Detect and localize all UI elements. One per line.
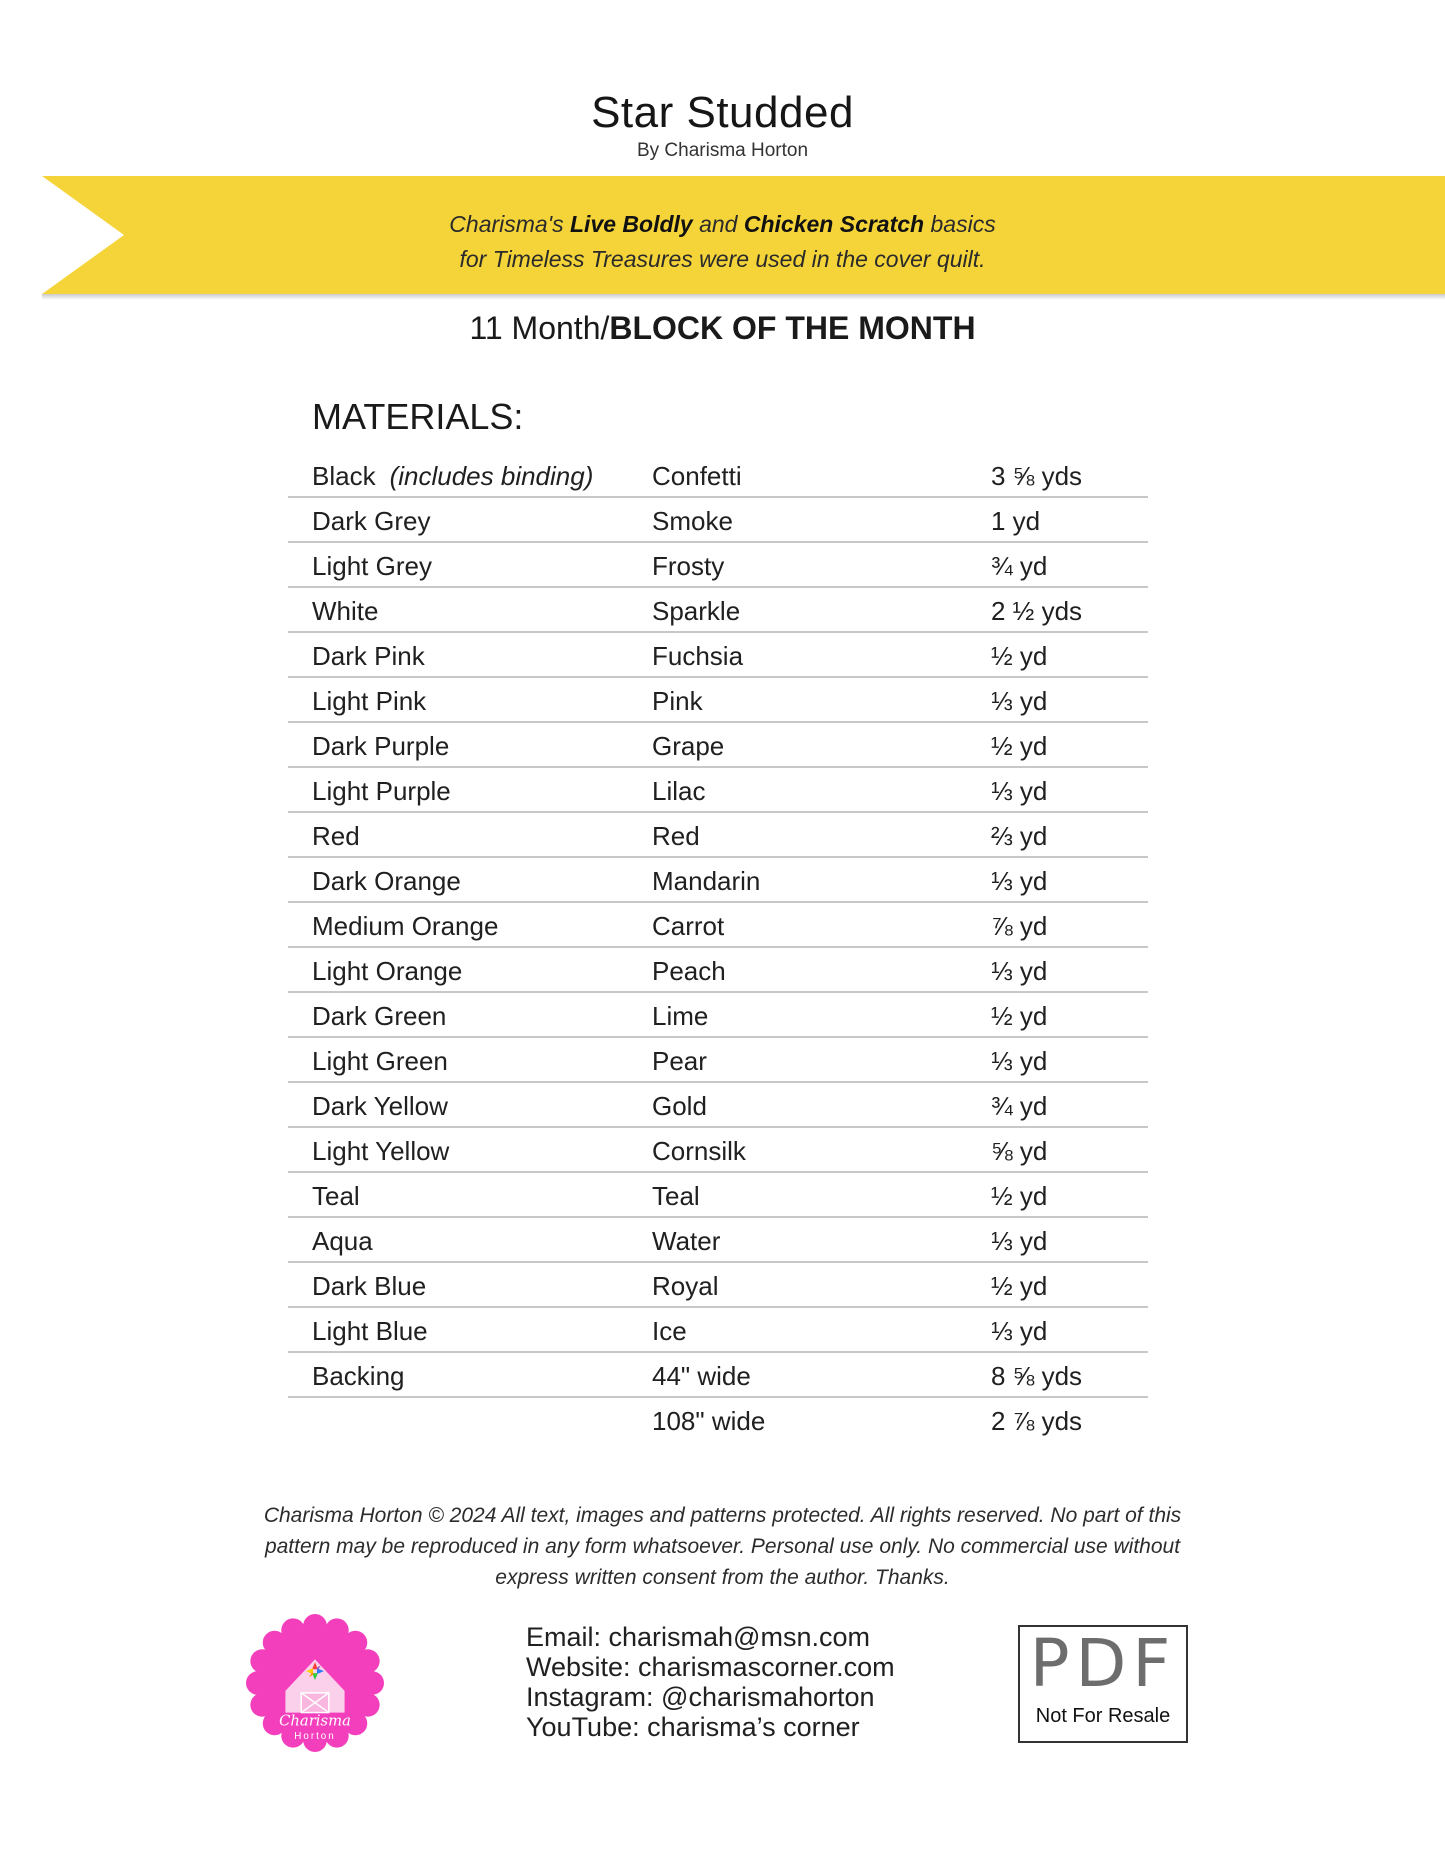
- yardage-amount: ½ yd: [991, 1001, 1048, 1031]
- yardage-amount: ⅓ yd: [991, 686, 1048, 716]
- color-name: Dark Green: [312, 1001, 447, 1031]
- contact-info: [526, 1622, 895, 1742]
- fabric-name: Mandarin: [652, 866, 761, 896]
- color-name: Dark Orange: [312, 866, 461, 896]
- yardage-amount: ⅓ yd: [991, 1316, 1048, 1346]
- first-color-cell: [312, 461, 593, 492]
- fabric-name: 44" wide: [652, 1361, 751, 1391]
- fabric-name: Lilac: [652, 776, 706, 806]
- color-name: Light Orange: [312, 956, 463, 986]
- fabric-name: Gold: [652, 1091, 707, 1121]
- table-row: [288, 903, 1148, 948]
- yardage-amount: 8 ⅝ yds: [991, 1361, 1083, 1391]
- fabric-name: Teal: [652, 1181, 700, 1211]
- banner-shadow: [42, 294, 1445, 300]
- banner-line-1: Charisma's Live Boldly and Chicken Scratch basics: [449, 211, 996, 237]
- table-row: [288, 543, 1148, 588]
- yardage-amount: 2 ½ yds: [991, 596, 1083, 626]
- table-row: [288, 1218, 1148, 1263]
- materials-heading: MATERIALS:: [312, 396, 524, 437]
- program-heading: 11 Month/BLOCK OF THE MONTH: [469, 310, 976, 346]
- logo-text-bottom: Horton: [294, 1731, 336, 1743]
- logo-text-top: Charisma: [279, 1712, 351, 1730]
- table-row: [288, 1263, 1148, 1308]
- fabric-name: Confetti: [652, 461, 742, 491]
- fabric-name: Cornsilk: [652, 1136, 746, 1166]
- contact-email[interactable]: Email: charismah@msn.com: [526, 1622, 870, 1652]
- fabric-name: Carrot: [652, 911, 725, 941]
- charisma-horton-logo: [246, 1614, 384, 1752]
- color-name: Backing: [312, 1361, 405, 1391]
- table-row: [288, 1083, 1148, 1128]
- yardage-amount: ⅓ yd: [991, 1226, 1048, 1256]
- table-row: [288, 993, 1148, 1038]
- color-name: Dark Pink: [312, 641, 425, 671]
- table-row: [288, 498, 1148, 543]
- color-name: Light Pink: [312, 686, 427, 716]
- yardage-amount: 2 ⅞ yds: [991, 1406, 1083, 1436]
- fabric-name: Sparkle: [652, 596, 741, 626]
- yardage-amount: ⅝ yd: [991, 1136, 1048, 1166]
- color-name: Teal: [312, 1181, 360, 1211]
- copyright-notice: Charisma Horton © 2024 All text, images and patterns protected. All rights reserved. No part of this pattern may be reproduced in any form whatsoever. Personal use only. No commercial use without express written consent from the author. Thanks.: [263, 1504, 1182, 1589]
- table-row: [288, 948, 1148, 993]
- color-name: Medium Orange: [312, 911, 499, 941]
- color-name: Light Blue: [312, 1316, 428, 1346]
- fabric-name: Royal: [652, 1271, 719, 1301]
- yardage-amount: ⅓ yd: [991, 866, 1048, 896]
- yardage-amount: 3 ⅝ yds: [991, 461, 1083, 491]
- table-row: [288, 1398, 1148, 1443]
- yardage-amount: ½ yd: [991, 731, 1048, 761]
- yardage-amount: ½ yd: [991, 1181, 1048, 1211]
- table-row: [288, 678, 1148, 723]
- banner-text: [0, 207, 1445, 277]
- yardage-amount: ⅓ yd: [991, 776, 1048, 806]
- yardage-amount: ⅞ yd: [991, 911, 1048, 941]
- fabric-name: Lime: [652, 1001, 709, 1031]
- pdf-label: PDF: [1029, 1625, 1177, 1702]
- fabric-name: Peach: [652, 956, 726, 986]
- fabric-name: Water: [652, 1226, 721, 1256]
- color-name: Black: [312, 461, 376, 491]
- yardage-amount: ¾ yd: [991, 551, 1048, 581]
- contact-instagram[interactable]: Instagram: @charismahorton: [526, 1682, 875, 1712]
- fabric-name: Pink: [652, 686, 703, 716]
- color-name: Light Grey: [312, 551, 432, 581]
- color-name: Dark Purple: [312, 731, 450, 761]
- table-row: [288, 723, 1148, 768]
- color-name: Red: [312, 821, 360, 851]
- color-name: White: [312, 596, 379, 626]
- color-name: Light Purple: [312, 776, 451, 806]
- table-row: [288, 453, 1148, 498]
- color-name: Dark Yellow: [312, 1091, 448, 1121]
- fabric-name: 108" wide: [652, 1406, 766, 1436]
- yardage-amount: ¾ yd: [991, 1091, 1048, 1121]
- banner-line-2: for Timeless Treasures were used in the cover quilt.: [459, 246, 986, 272]
- color-name: Aqua: [312, 1226, 373, 1256]
- fabric-name: Ice: [652, 1316, 687, 1346]
- contact-youtube[interactable]: YouTube: charisma’s corner: [526, 1712, 860, 1742]
- table-row: [288, 768, 1148, 813]
- fabric-name: Smoke: [652, 506, 733, 536]
- yardage-amount: ½ yd: [991, 1271, 1048, 1301]
- page-title: Star Studded: [591, 88, 854, 137]
- binding-note: (includes binding): [389, 461, 594, 491]
- table-row: [288, 1128, 1148, 1173]
- table-row: [288, 1038, 1148, 1083]
- yardage-amount: ⅓ yd: [991, 1046, 1048, 1076]
- yardage-amount: ⅔ yd: [991, 821, 1048, 851]
- fabric-name: Pear: [652, 1046, 707, 1076]
- fabric-name: Red: [652, 821, 700, 851]
- table-row: [288, 1173, 1148, 1218]
- materials-table: [288, 453, 1148, 1443]
- color-name: Light Yellow: [312, 1136, 450, 1166]
- table-row: [288, 1353, 1148, 1398]
- pdf-not-for-resale-badge: [1018, 1625, 1188, 1743]
- fabric-name: Grape: [652, 731, 725, 761]
- yardage-amount: 1 yd: [991, 506, 1041, 536]
- color-name: Light Green: [312, 1046, 448, 1076]
- table-row: [288, 813, 1148, 858]
- color-name: Dark Grey: [312, 506, 431, 536]
- fabric-name: Fuchsia: [652, 641, 744, 671]
- table-row: [288, 633, 1148, 678]
- contact-website[interactable]: Website: charismascorner.com: [526, 1652, 895, 1682]
- table-row: [288, 1308, 1148, 1353]
- yardage-amount: ½ yd: [991, 641, 1048, 671]
- author-byline: By Charisma Horton: [636, 140, 809, 161]
- pdf-sublabel: Not For Resale: [1035, 1705, 1171, 1727]
- table-row: [288, 588, 1148, 633]
- yardage-amount: ⅓ yd: [991, 956, 1048, 986]
- fabric-name: Frosty: [652, 551, 725, 581]
- table-row: [288, 858, 1148, 903]
- color-name: Dark Blue: [312, 1271, 427, 1301]
